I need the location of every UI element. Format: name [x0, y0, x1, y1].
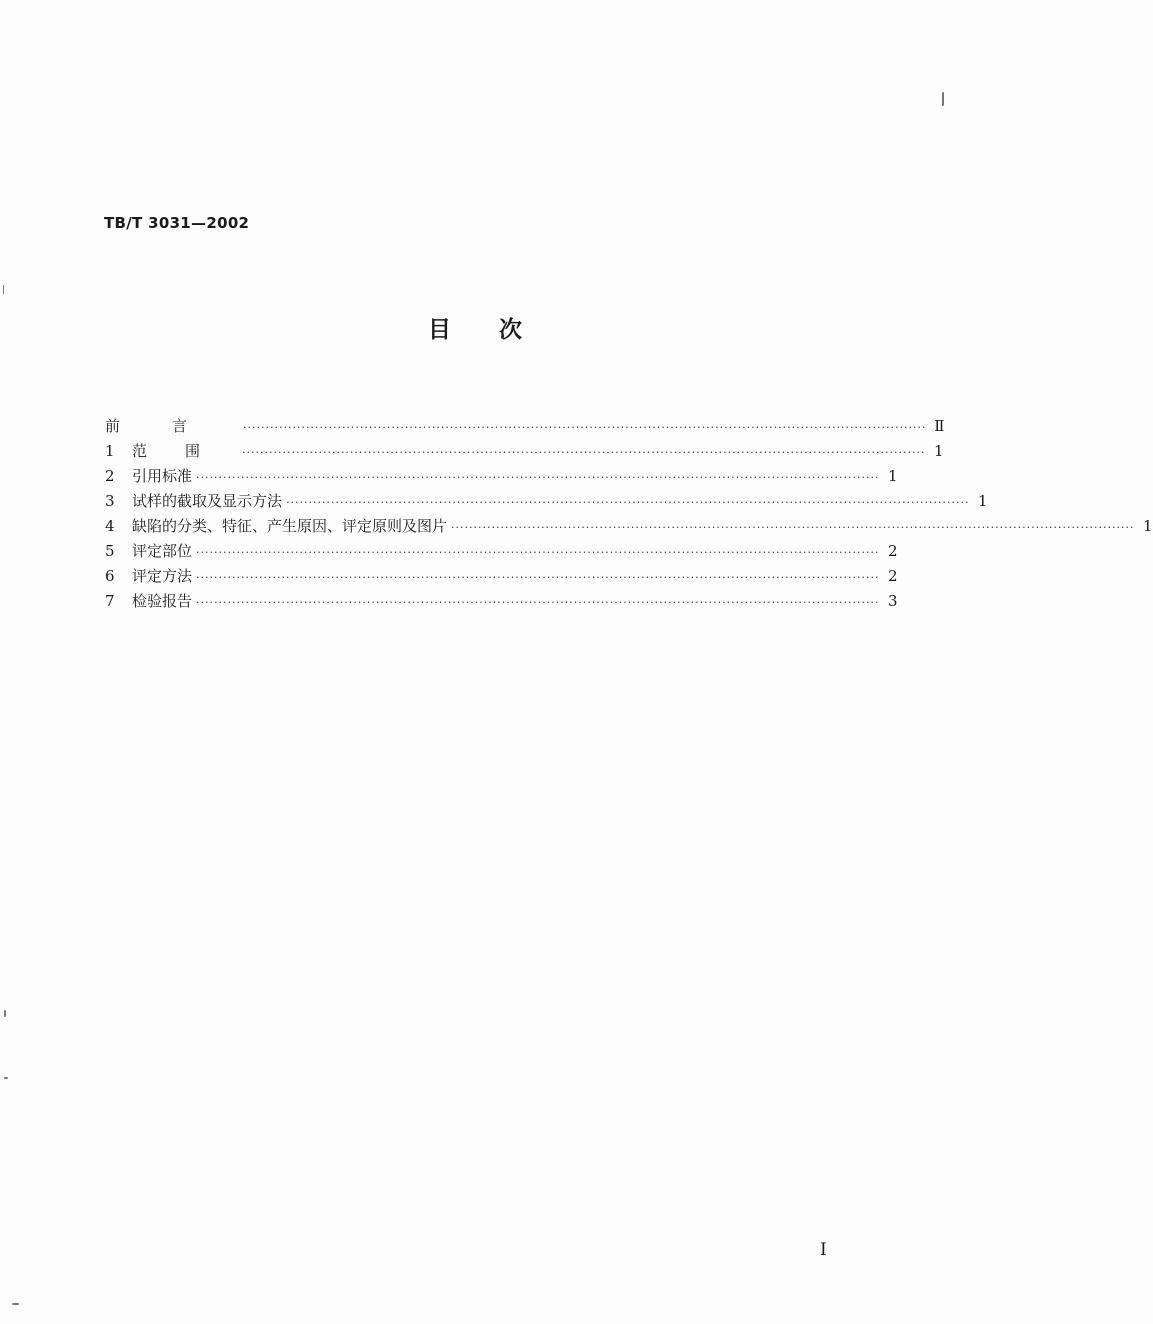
- toc-entry-label: 范围: [132, 442, 239, 460]
- toc-entry-page: 1: [887, 467, 898, 485]
- table-of-contents: [105, 414, 1153, 614]
- scan-speck: [4, 1010, 6, 1017]
- toc-entry-page: 1: [933, 442, 944, 460]
- scan-speck: [942, 92, 944, 106]
- toc-entry-number: 2: [105, 467, 115, 485]
- standard-code: TB/T 3031—2002: [104, 214, 250, 232]
- toc-leader-dots: ························································································································································: [451, 521, 1135, 534]
- toc-entry-number: 5: [105, 542, 115, 560]
- toc-leader-dots: ························································································································································: [242, 446, 926, 459]
- toc-leader-dots: ························································································································································: [196, 471, 880, 484]
- page-title: 目次: [428, 317, 570, 343]
- toc-entry-label: 缺陷的分类、特征、产生原因、评定原则及图片: [132, 517, 448, 535]
- toc-entry-number: 3: [105, 492, 115, 510]
- toc-entry-sampling[interactable]: [105, 489, 988, 514]
- toc-entry-number: 7: [105, 592, 115, 610]
- toc-entry-page: Ⅱ: [934, 417, 945, 435]
- scan-speck: [12, 1303, 19, 1305]
- scan-speck: [4, 1077, 8, 1079]
- toc-entry-label: 检验报告: [132, 592, 193, 610]
- toc-entry-label: 前言: [105, 417, 240, 435]
- toc-entry-page: 1: [1142, 517, 1153, 535]
- toc-leader-dots: ························································································································································: [196, 596, 880, 609]
- toc-leader-dots: ························································································································································: [243, 421, 927, 434]
- toc-entry-evaluation-method[interactable]: [105, 564, 898, 589]
- toc-entry-page: 1: [977, 492, 988, 510]
- scan-speck: [3, 285, 4, 294]
- toc-entry-page: 3: [887, 592, 898, 610]
- toc-leader-dots: ························································································································································: [286, 496, 970, 509]
- toc-entry-normative-references[interactable]: [105, 464, 898, 489]
- toc-entry-evaluation-position[interactable]: [105, 539, 898, 564]
- toc-entry-inspection-report[interactable]: [105, 589, 898, 614]
- toc-entry-label: 评定方法: [132, 567, 193, 585]
- toc-entry-number: 6: [105, 567, 115, 585]
- toc-entry-defect-classification[interactable]: [105, 514, 1153, 539]
- toc-entry-number: 4: [105, 517, 115, 535]
- toc-entry-label: 引用标准: [132, 467, 193, 485]
- toc-entry-page: 2: [887, 542, 898, 560]
- toc-entry-scope[interactable]: [105, 439, 944, 464]
- toc-leader-dots: ························································································································································: [196, 571, 880, 584]
- toc-entry-page: 2: [887, 567, 898, 585]
- toc-entry-foreword[interactable]: [105, 414, 945, 439]
- toc-entry-label: 评定部位: [132, 542, 193, 560]
- toc-leader-dots: ························································································································································: [196, 546, 880, 559]
- toc-entry-number: 1: [105, 442, 115, 460]
- page-number: I: [820, 1240, 827, 1260]
- toc-entry-label: 试样的截取及显示方法: [132, 492, 283, 510]
